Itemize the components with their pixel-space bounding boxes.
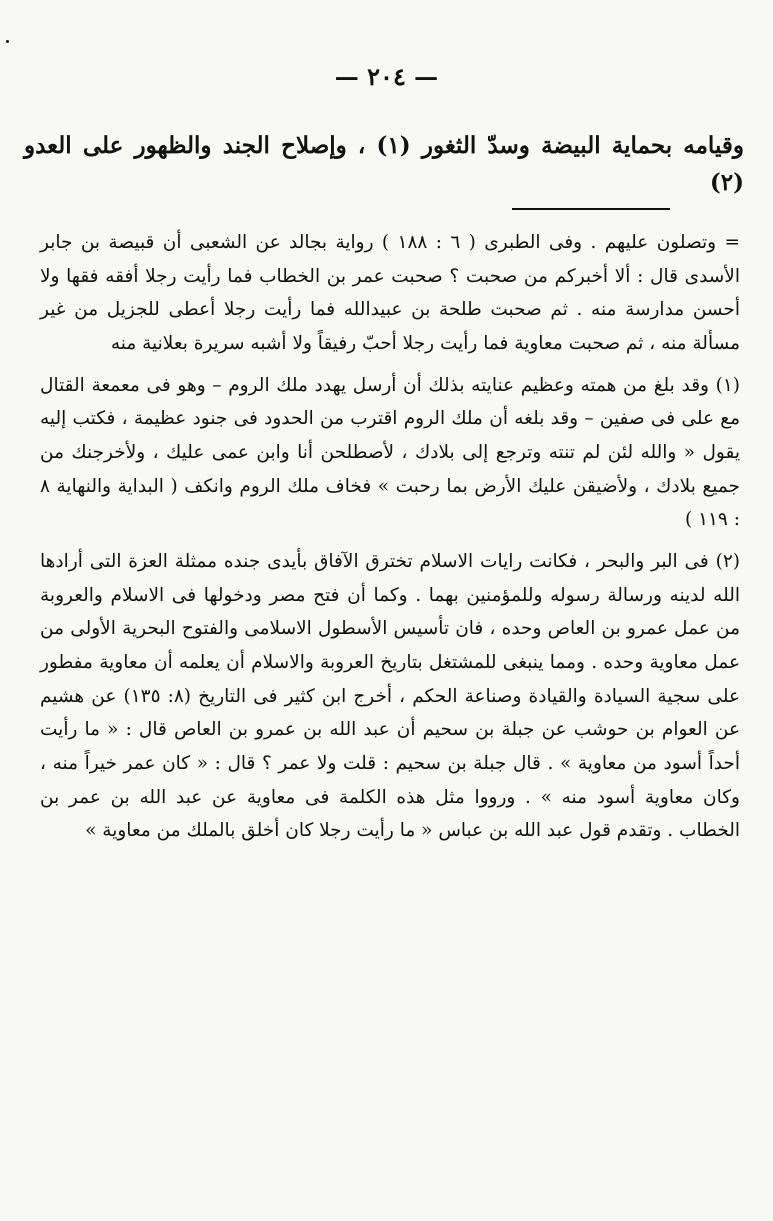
footnote-separator <box>512 208 670 210</box>
ink-speck <box>6 40 9 43</box>
footnote-continuation: = وتصلون عليهم . وفى الطبرى ( ٦ : ١٨٨ ) رواية بجالد عن الشعبى أن قبيصة بن جابر الأسدى قال : ألا أخبركم من صحبت ؟ صحبت عمر بن الخطاب فما رأيت رجلا أفقه فقها ولا أحسن مدارسة منه . ثم صحبت طلحة بن عبيدالله فما رأيت رجلا أعطى للجزيل من غير مسألة منه ، ثم صحبت معاوية فما رأيت رجلا أحبّ رفيقاً ولا أشبه سريرة بعلانية منه <box>40 232 740 354</box>
footnote-2: (٢) فى البر والبحر ، فكانت رايات الاسلام تخترق الآفاق بأيدى جنده ممثلة العزة التى أرادها الله لدينه ورسالة رسوله وللمؤمنين بهما . وكما أن فتح مصر ودخولها فى الاسلام والعروبة من عمل عمرو بن العاص وحده ، فان تأسيس الأسطول الاسلامى والفتوح البحرية الأولى من عمل معاوية وحده . ومما ينبغى للمشتغل بتاريخ العروبة والاسلام أن يعلمه أن معاوية مفطور على سجية السيادة والقيادة وصناعة الحكم ، أخرج ابن كثير فى التاريخ (٨: ١٣٥) عن هشيم عن العوام بن حوشب عن جبلة بن سحيم أن عبد الله بن عمرو بن العاص قال : « ما رأيت أحداً أسود من معاوية » . قال جبلة بن سحيم : قلت ولا عمر ؟ قال : « كان عمر خيراً منه ، وكان معاوية أسود منه » . ورووا مثل هذه الكلمة فى معاوية عن عبد الله بن عمر بن الخطاب . وتقدم قول عبد الله بن عباس « ما رأيت رجلا كان أخلق بالملك من معاوية » <box>40 550 740 842</box>
page-number: — ٢٠٤ — <box>334 62 439 91</box>
main-text-line: وقيامه بحماية البيضة وسدّ الثغور (١) ، وإصلاح الجند والظهور على العدو (٢) <box>24 132 744 196</box>
footnotes <box>40 226 740 848</box>
footnote-1: (١) وقد بلغ من همته وعظيم عنايته بذلك أن أرسل يهدد ملك الروم – وهو فى معمعة القتال مع على فى صفين – وقد بلغه أن ملك الروم اقترب من الحدود فى جنود عظيمة ، فكتب إليه يقول « والله لئن لم تنته وترجع إلى بلادك ، لأصطلحن أنا وابن عمى عليك ، ولأخرجنك من جميع بلادك ، ولأضيقن عليك الأرض بما رحبت » فخاف ملك الروم وانكف ( البداية والنهاية ٨ : ١١٩ ) <box>40 374 740 531</box>
